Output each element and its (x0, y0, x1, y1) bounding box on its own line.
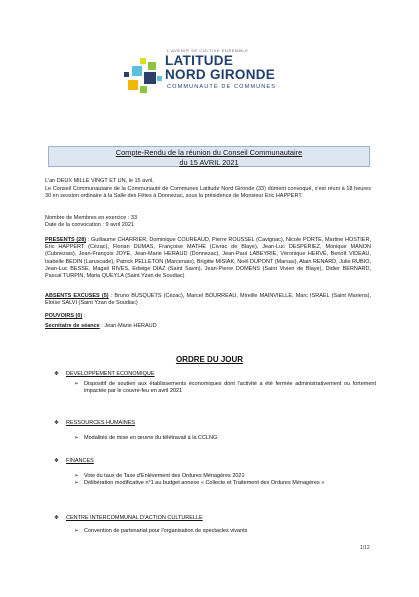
logo-text-latitude: LATITUDE (165, 53, 234, 68)
ordre-du-jour-heading: ORDRE DU JOUR (175, 355, 244, 364)
convocation-date: Date de la convocation : 9 avril 2021 (45, 222, 134, 228)
section-centre-culturel (54, 515, 203, 522)
logo-tagline: L'AVENIR SE CULTIVE ENSEMBLE (167, 48, 249, 53)
arrow-bullet-icon: ➢ (74, 381, 79, 387)
section-ressources-humaines (54, 420, 136, 427)
members-count: Nombre de Membres en exercice : 33 (45, 215, 138, 221)
section-developpement-economique (54, 371, 155, 378)
agenda-item (74, 473, 376, 480)
pouvoirs-paragraph (45, 313, 371, 320)
diamond-bullet-icon: ❖ (54, 371, 59, 377)
section-label: FINANCES (66, 458, 94, 464)
secretaire-label: Secrétaire de séance (45, 323, 100, 329)
page-number: 1/12 (360, 545, 370, 551)
arrow-bullet-icon: ➢ (74, 435, 79, 441)
title-line-1: Compte-Rendu de la réunion du Conseil Communautaire (115, 148, 303, 157)
logo-mark-icon (124, 58, 164, 98)
absent-paragraph (45, 293, 371, 307)
diamond-bullet-icon: ❖ (54, 458, 59, 464)
agenda-item-text: Modalités de mise en œuvre du télétravail à la CCLNG (84, 435, 218, 441)
logo (124, 46, 304, 104)
agenda-item-text: Dispositif de soutien aux établissements économiques dont l'activité a été fermée administrativement ou fortement impactée par le couvre-feu en avril 2021 (84, 381, 376, 394)
agenda-item-text: Délibération modificative n°1 au budget annexe « Collecte et Traitement des Ordures Ménagères » (84, 480, 325, 486)
diamond-bullet-icon: ❖ (54, 420, 59, 426)
arrow-bullet-icon: ➢ (74, 480, 79, 486)
agenda-item-text: Vote du taux de Taxe d'Enlèvement des Ordures Ménagères 2021 (84, 473, 245, 479)
diamond-bullet-icon: ❖ (54, 515, 59, 521)
logo-text-nord-gironde: NORD GIRONDE (165, 67, 276, 82)
intro-date: L'an DEUX MILLE VINGT ET UN, le 15 avril, (45, 178, 154, 184)
section-label: DEVELOPPEMENT ECONOMIQUE (66, 371, 155, 377)
pouvoirs-value: : (82, 313, 86, 319)
secretaire-value: : Jean-Marie HERAUD (99, 323, 157, 329)
present-paragraph (45, 237, 371, 280)
section-label: RESSOURCES HUMAINES (66, 420, 136, 426)
agenda-item (74, 381, 376, 395)
logo-text-communaute: COMMUNAUTÉ DE COMMUNES (167, 84, 277, 90)
present-label: PRESENTS (28) (45, 237, 87, 243)
section-finances (54, 458, 94, 465)
pouvoirs-label: POUVOIRS (0) (45, 313, 83, 319)
absent-label: ABSENTS EXCUSES (5) (45, 293, 109, 299)
intro-paragraph: Le Conseil Communautaire de la Communauté de Communes Latitude Nord Gironde (33) dûment convoqué, s'est réuni à 18 heures 30 en session ordinaire à la Salle des Fêtes à Donnezac, sous la présidence de Monsieur Eric HAPPERT. (45, 186, 371, 200)
agenda-item (74, 480, 364, 487)
section-label: CENTRE INTERCOMMUNAL D'ACTION CULTURELLE (66, 515, 203, 521)
secretaire-paragraph (45, 323, 371, 330)
absent-list: : Bruno BUSQUETS (Cézac), Marcel BOURREAU, Mireille MAINVIELLE, Marc ISRAEL (Saint Mariens), Eloïse SALVI (Saint Yzan de Soudiac) (45, 293, 371, 307)
arrow-bullet-icon: ➢ (74, 473, 79, 479)
agenda-item (74, 528, 376, 535)
title-box (48, 146, 370, 167)
title-line-2: du 15 AVRIL 2021 (179, 157, 239, 167)
arrow-bullet-icon: ➢ (74, 528, 79, 534)
agenda-item-text: Convention de partenariat pour l'organisation de spectacles vivants (84, 528, 248, 534)
present-list: : Guillaume CHARRIER, Dominique COUREAUD, Pierre ROUSSEL (Cavignac), Nicole PORTE, Martine HOSTIER, Eric HAPPERT (Cézac), Florian DUMAS, Françoise MATHE (Civrac de Blaye), Jean-Luc DESPERIEZ, Monique MANON (Cubnezais), Jean-François JOYE, Jean-Marie HERAUD (Donnezac), Jean-Paul LABEYRIE, Véronique HERVÉ, Benoît VIDEAU, Isabelle BEDIN (Laruscade), Patrick PELLETON (Marcenais), Brigitte MISIAK, Noël DUPONT (Marsas), Alain RENARD, Julie RUBIO, Jean-Luc BESSE, Magali RIVES, Edwige DIAZ (Saint Savin), Jean-Pierre DOMENS (Saint Vivien de Blaye), Didier BERNARD, Pascal TURPIN, Maria QUEYLA (Saint Yzan de Soudiac) (45, 237, 371, 280)
agenda-item (74, 435, 376, 442)
